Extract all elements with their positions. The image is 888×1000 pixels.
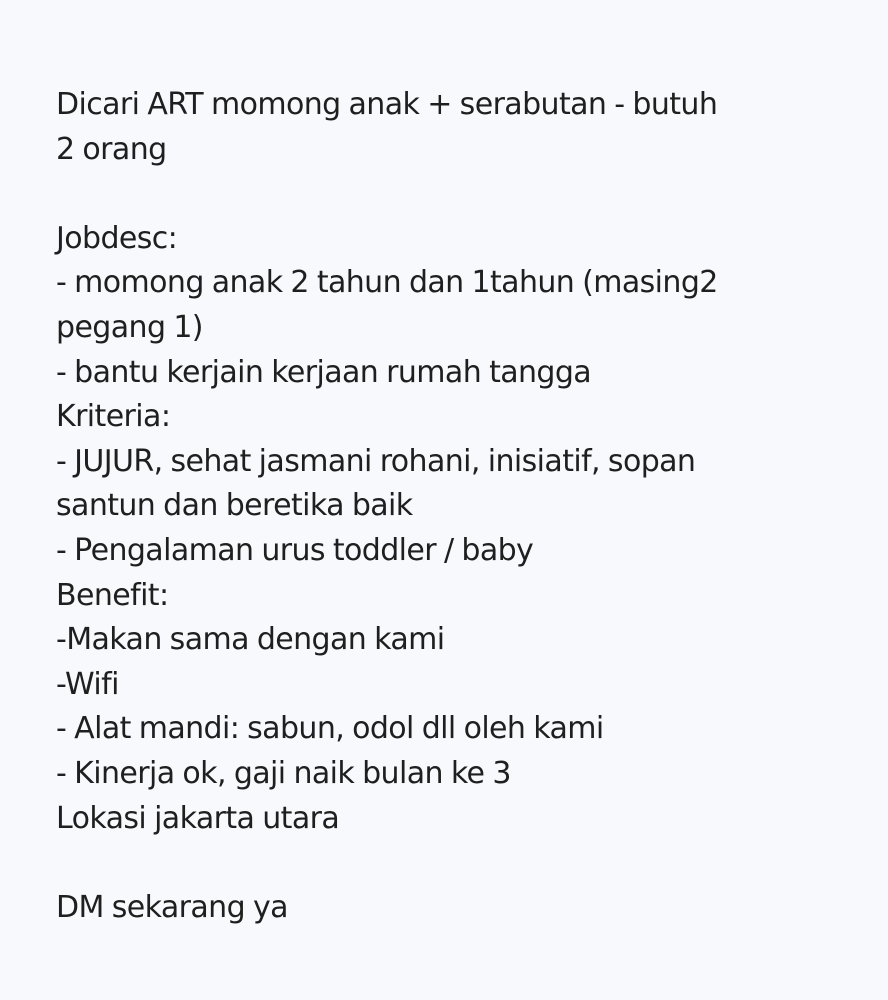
benefit-item-4: - Kinerja ok, gaji naik bulan ke 3 bbox=[56, 755, 511, 791]
benefit-item-3: - Alat mandi: sabun, odol dll oleh kami bbox=[56, 711, 604, 747]
jobdesc-item-1-line-2: pegang 1) bbox=[56, 309, 203, 345]
jobdesc-heading: Jobdesc: bbox=[56, 220, 178, 256]
kriteria-item-1-line-2: santun dan beretika baik bbox=[56, 488, 413, 524]
jobdesc-item-2: - bantu kerjain kerjaan rumah tangga bbox=[56, 354, 592, 390]
call-to-action: DM sekarang ya bbox=[56, 889, 288, 925]
benefit-item-2: -Wifi bbox=[56, 666, 119, 702]
benefit-heading: Benefit: bbox=[56, 577, 169, 613]
location-line: Lokasi jakarta utara bbox=[56, 800, 340, 836]
kriteria-heading: Kriteria: bbox=[56, 399, 171, 435]
title-line-1: Dicari ART momong anak + serabutan - butuh bbox=[56, 87, 718, 122]
blank-line bbox=[56, 172, 856, 217]
kriteria-item-1-line-1: - JUJUR, sehat jasmani rohani, inisiatif, sopan bbox=[56, 443, 696, 479]
title-line-2: 2 orang bbox=[56, 131, 167, 167]
jobdesc-item-1-line-1: - momong anak 2 tahun dan 1tahun (masing2 bbox=[56, 265, 718, 301]
blank-line bbox=[56, 841, 856, 886]
benefit-item-1: -Makan sama dengan kami bbox=[56, 622, 445, 658]
job-post-text bbox=[56, 83, 856, 930]
kriteria-item-2: - Pengalaman urus toddler / baby bbox=[56, 532, 534, 568]
